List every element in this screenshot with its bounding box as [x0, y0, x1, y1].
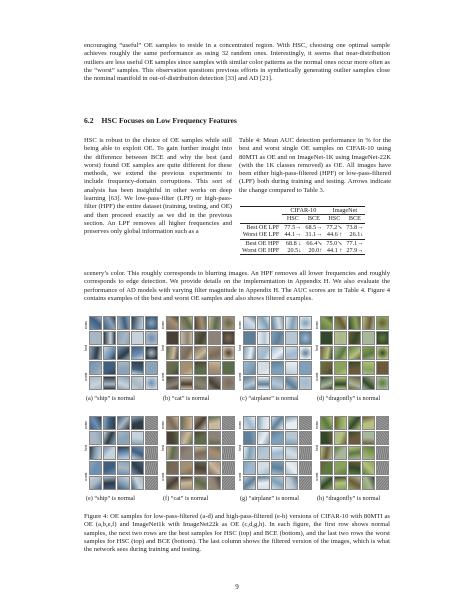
- sample-thumbnail: [89, 316, 102, 330]
- sample-thumbnail: [257, 346, 270, 360]
- table-row: [240, 247, 365, 255]
- sample-thumbnail: [299, 431, 312, 445]
- sample-thumbnail: [166, 331, 179, 345]
- sample-thumbnail: [257, 476, 270, 490]
- sample-thumbnail: [222, 416, 235, 430]
- sample-thumbnail: [89, 361, 102, 375]
- subfigure-caption: (d) “dragonfly” is normal: [317, 395, 381, 402]
- sample-thumbnail: [222, 331, 235, 345]
- table-cell: 77.1→: [346, 239, 364, 247]
- row-label: Worst OE LPF: [242, 231, 280, 239]
- sample-thumbnail: [222, 461, 235, 475]
- sample-thumbnail: [145, 331, 158, 345]
- sample-thumbnail: [334, 331, 347, 345]
- figure-row-label: best: [315, 344, 319, 351]
- sample-thumbnail: [194, 346, 207, 360]
- sample-thumbnail: [285, 416, 298, 430]
- sample-thumbnail: [334, 476, 347, 490]
- sample-thumbnail: [194, 331, 207, 345]
- sample-thumbnail: [89, 346, 102, 360]
- sample-thumbnail: [362, 476, 375, 490]
- sample-thumbnail: [208, 461, 221, 475]
- sample-thumbnail: [376, 346, 389, 360]
- sample-thumbnail: [376, 361, 389, 375]
- sample-thumbnail: [348, 331, 361, 345]
- figure-row-label: worst: [84, 372, 88, 381]
- sample-thumbnail: [320, 331, 333, 345]
- sample-thumbnail: [180, 431, 193, 445]
- section-heading: [84, 116, 237, 126]
- sample-thumbnail: [320, 446, 333, 460]
- sample-thumbnail: [320, 431, 333, 445]
- figure-row-label: worst: [238, 472, 242, 481]
- sample-thumbnail: [208, 416, 221, 430]
- sample-thumbnail: [222, 316, 235, 330]
- sample-thumbnail: [103, 416, 116, 430]
- table-row: [240, 231, 365, 239]
- figure-row-label: worst: [161, 472, 165, 481]
- sample-thumbnail: [208, 376, 221, 390]
- figure-row-label: norm: [84, 320, 88, 329]
- sample-thumbnail: [222, 346, 235, 360]
- figure-row-label: norm: [315, 320, 319, 329]
- sample-thumbnail: [131, 361, 144, 375]
- table-cell: 77.5→: [284, 223, 302, 231]
- sample-thumbnail: [166, 476, 179, 490]
- sample-thumbnail: [285, 361, 298, 375]
- sample-thumbnail: [180, 361, 193, 375]
- sample-thumbnail: [348, 431, 361, 445]
- figure-panel: [161, 416, 235, 492]
- figure-row-label: worst: [84, 472, 88, 481]
- figure-panel: [238, 316, 312, 392]
- sample-thumbnail: [131, 376, 144, 390]
- sample-thumbnail: [180, 476, 193, 490]
- figure-row-label: best: [161, 344, 165, 351]
- figure-row-label: worst: [238, 372, 242, 381]
- sample-thumbnail: [131, 316, 144, 330]
- sample-thumbnail: [320, 476, 333, 490]
- sample-thumbnail: [117, 461, 130, 475]
- sample-thumbnail: [194, 446, 207, 460]
- sample-thumbnail: [131, 431, 144, 445]
- figure-row-label: worst: [161, 372, 165, 381]
- sample-thumbnail: [271, 316, 284, 330]
- sample-thumbnail: [89, 431, 102, 445]
- sample-thumbnail: [348, 316, 361, 330]
- sample-thumbnail: [271, 376, 284, 390]
- sample-thumbnail: [222, 431, 235, 445]
- sample-thumbnail: [362, 316, 375, 330]
- sample-thumbnail: [103, 346, 116, 360]
- sample-thumbnail: [131, 446, 144, 460]
- sample-thumbnail: [180, 446, 193, 460]
- table-cell: 20.0↑: [303, 247, 324, 255]
- figure-panel: [161, 316, 235, 392]
- sample-thumbnail: [243, 476, 256, 490]
- col-header: BCE: [348, 215, 361, 223]
- sample-thumbnail: [145, 376, 158, 390]
- sample-thumbnail: [376, 446, 389, 460]
- row-label: Best OE LPF: [240, 223, 282, 231]
- table-cell: 26.1↓: [349, 231, 364, 239]
- figure-panel: [84, 416, 158, 492]
- subfigure-caption: (g) “airplane” is normal: [240, 495, 299, 502]
- sample-thumbnail: [362, 461, 375, 475]
- sample-thumbnail: [348, 446, 361, 460]
- sample-thumbnail: [180, 416, 193, 430]
- sample-thumbnail: [376, 461, 389, 475]
- sample-thumbnail: [194, 361, 207, 375]
- sample-thumbnail: [243, 446, 256, 460]
- figure-row-label: best: [84, 344, 88, 351]
- table-cell: 66.4↘: [303, 239, 324, 247]
- sample-thumbnail: [208, 316, 221, 330]
- sample-thumbnail: [271, 476, 284, 490]
- sample-thumbnail: [299, 376, 312, 390]
- sample-thumbnail: [362, 361, 375, 375]
- sample-thumbnail: [208, 361, 221, 375]
- sample-thumbnail: [299, 361, 312, 375]
- sample-thumbnail: [89, 446, 102, 460]
- sample-thumbnail: [180, 316, 193, 330]
- sample-thumbnail: [257, 431, 270, 445]
- sample-thumbnail: [362, 331, 375, 345]
- sample-thumbnail: [145, 316, 158, 330]
- figure-panel: [238, 416, 312, 492]
- sample-thumbnail: [376, 376, 389, 390]
- subfigure-caption: (e) “ship” is normal: [86, 495, 135, 502]
- figure-row-label: best: [238, 344, 242, 351]
- sample-thumbnail: [166, 376, 179, 390]
- sample-thumbnail: [334, 361, 347, 375]
- sample-thumbnail: [131, 461, 144, 475]
- sample-thumbnail: [131, 416, 144, 430]
- sample-thumbnail: [194, 476, 207, 490]
- sample-thumbnail: [194, 316, 207, 330]
- sample-thumbnail: [334, 316, 347, 330]
- sample-thumbnail: [103, 331, 116, 345]
- group-header-imagenet: ImageNet: [324, 207, 365, 215]
- sample-thumbnail: [271, 431, 284, 445]
- sample-thumbnail: [194, 461, 207, 475]
- sample-thumbnail: [362, 376, 375, 390]
- sample-thumbnail: [299, 316, 312, 330]
- figure-row-label: worst: [315, 372, 319, 381]
- subfigure-caption: (h) “dragonfly” is normal: [317, 495, 381, 502]
- sample-thumbnail: [299, 416, 312, 430]
- sample-thumbnail: [348, 416, 361, 430]
- sample-thumbnail: [145, 461, 158, 475]
- row-label: Best OE HPF: [240, 239, 282, 247]
- sample-thumbnail: [285, 346, 298, 360]
- sample-thumbnail: [243, 431, 256, 445]
- sample-thumbnail: [243, 461, 256, 475]
- sample-thumbnail: [166, 346, 179, 360]
- sample-thumbnail: [362, 446, 375, 460]
- sample-thumbnail: [285, 446, 298, 460]
- sample-thumbnail: [117, 476, 130, 490]
- sample-thumbnail: [89, 476, 102, 490]
- table-corner-2: [240, 215, 282, 223]
- sample-thumbnail: [243, 376, 256, 390]
- sample-thumbnail: [271, 446, 284, 460]
- section-number: 6.2: [84, 116, 94, 125]
- subfigure-caption: (c) “airplane” is normal: [240, 395, 299, 402]
- subfigure-caption: (b) “cat” is normal: [163, 395, 210, 402]
- sample-thumbnail: [222, 446, 235, 460]
- figure-caption: Figure 4: OE samples for low-pass-filtered (a-d) and high-pass-filtered (e-h) versions of CIFAR-10 with 80MTI as OE (a,b,e,f) and ImageNet1k with ImageNet22k as OE (c,d,g,h). In each figure, the first row shows normal samples, the next two rows are the best samples for HSC (top) and BCE (bottom), and the last two rows the worst samples for HSC (top) and BCE (bottom). The last column shows the filtered version of the images, which is what the network sees during training and testing.: [84, 513, 390, 554]
- sample-thumbnail: [243, 346, 256, 360]
- figure-row-label: norm: [238, 420, 242, 429]
- sample-thumbnail: [320, 346, 333, 360]
- sample-thumbnail: [320, 361, 333, 375]
- col-header: HSC: [286, 215, 299, 223]
- sample-thumbnail: [320, 416, 333, 430]
- sample-thumbnail: [376, 476, 389, 490]
- sample-thumbnail: [89, 461, 102, 475]
- sample-thumbnail: [299, 331, 312, 345]
- sample-thumbnail: [166, 461, 179, 475]
- figure-row-label: norm: [161, 320, 165, 329]
- subfigure-caption: (a) “ship” is normal: [86, 395, 135, 402]
- sample-thumbnail: [243, 416, 256, 430]
- sample-thumbnail: [180, 376, 193, 390]
- table-corner: [240, 207, 282, 215]
- table-cell: 75.0↘: [326, 239, 343, 247]
- sample-thumbnail: [180, 346, 193, 360]
- sample-thumbnail: [117, 416, 130, 430]
- sample-thumbnail: [117, 361, 130, 375]
- sample-thumbnail: [285, 316, 298, 330]
- sample-thumbnail: [271, 416, 284, 430]
- sample-thumbnail: [285, 431, 298, 445]
- sample-thumbnail: [271, 361, 284, 375]
- sample-thumbnail: [166, 416, 179, 430]
- figure-row-label: best: [161, 444, 165, 451]
- sample-thumbnail: [103, 316, 116, 330]
- table-cell: 20.5↓: [282, 247, 303, 255]
- table-cell: 44.6 ↑: [326, 231, 343, 239]
- sample-thumbnail: [103, 461, 116, 475]
- table-cell: 68.8 ↓: [282, 239, 303, 247]
- section-title: HSC Focuses on Low Frequency Features: [101, 116, 237, 125]
- sample-thumbnail: [89, 376, 102, 390]
- sample-thumbnail: [257, 461, 270, 475]
- sample-thumbnail: [348, 461, 361, 475]
- sample-thumbnail: [257, 416, 270, 430]
- table-cell: 68.5→: [305, 223, 323, 231]
- sample-thumbnail: [166, 316, 179, 330]
- sample-thumbnail: [117, 316, 130, 330]
- sample-thumbnail: [103, 431, 116, 445]
- left-column-paragraph: HSC is robust to the choice of OE samples while still being able to exploit OE. To gain further insight into the difference between BCE and why the best (and worst) found OE samples are quite different for these methods, we extend the previous experiments to include frequency-domain corruptions. This sort of analysis has been insightful in other works on deep learning [63]. We low-pass-filter (LPF) or high-pass-filter (HPF) the entire dataset (training, testing, and OE) and then proceed exactly as we did in the previous section. An LPF removes all higher frequencies and preserves only global information such as a: [84, 137, 232, 236]
- col-header: BCE: [307, 215, 320, 223]
- sample-thumbnail: [334, 461, 347, 475]
- sample-thumbnail: [180, 331, 193, 345]
- sample-thumbnail: [334, 376, 347, 390]
- table-row: [240, 239, 365, 247]
- sample-thumbnail: [348, 376, 361, 390]
- table-cell: 73.8→: [346, 223, 364, 231]
- figure-panel: [84, 316, 158, 392]
- table-cell: 31.1→: [305, 231, 323, 239]
- sample-thumbnail: [334, 346, 347, 360]
- sample-thumbnail: [222, 361, 235, 375]
- sample-thumbnail: [222, 376, 235, 390]
- sample-thumbnail: [222, 476, 235, 490]
- sample-thumbnail: [285, 331, 298, 345]
- sample-thumbnail: [320, 316, 333, 330]
- sample-thumbnail: [320, 461, 333, 475]
- sample-thumbnail: [334, 446, 347, 460]
- sample-thumbnail: [243, 316, 256, 330]
- sample-thumbnail: [257, 361, 270, 375]
- figure-row-label: norm: [84, 420, 88, 429]
- sample-thumbnail: [117, 376, 130, 390]
- sample-thumbnail: [362, 416, 375, 430]
- sample-thumbnail: [145, 361, 158, 375]
- sample-thumbnail: [117, 431, 130, 445]
- page-number: 9: [235, 583, 239, 591]
- sample-thumbnail: [117, 346, 130, 360]
- sample-thumbnail: [208, 476, 221, 490]
- auc-table: [240, 206, 365, 255]
- sample-thumbnail: [299, 446, 312, 460]
- figure-row-label: norm: [315, 420, 319, 429]
- sample-thumbnail: [166, 361, 179, 375]
- sample-thumbnail: [334, 416, 347, 430]
- figure-row-label: best: [84, 444, 88, 451]
- figure-panel: [315, 316, 389, 392]
- sample-thumbnail: [299, 476, 312, 490]
- sample-thumbnail: [194, 416, 207, 430]
- sample-thumbnail: [257, 376, 270, 390]
- figure-row-label: best: [315, 444, 319, 451]
- sample-thumbnail: [257, 446, 270, 460]
- sample-thumbnail: [117, 446, 130, 460]
- sample-thumbnail: [145, 346, 158, 360]
- table-cell: 44.1 ↑: [324, 247, 344, 255]
- table-cell: 44.1→: [284, 231, 302, 239]
- sample-thumbnail: [208, 331, 221, 345]
- sample-thumbnail: [103, 376, 116, 390]
- sample-thumbnail: [271, 331, 284, 345]
- sample-thumbnail: [89, 331, 102, 345]
- sample-thumbnail: [145, 446, 158, 460]
- sample-thumbnail: [334, 431, 347, 445]
- intro-paragraph: encouraging “useful” OE samples to reside in a concentrated region. With HSC, choosing one optimal sample achieves roughly the same performance as using 32 random ones. Interestingly, it seems that near-distribution outliers are less useful OE samples since samples with similar color patterns as the normal ones occur more often as the “worst” samples. This observation questions previous efforts in synthetically generating outlier samples close the nominal manifold in out-of-distribution detection [33] and AD [21].: [84, 42, 390, 83]
- table-row: [240, 223, 365, 231]
- subfigure-caption: (f) “cat” is normal: [163, 495, 209, 502]
- sample-thumbnail: [376, 331, 389, 345]
- sample-thumbnail: [376, 316, 389, 330]
- sample-thumbnail: [362, 346, 375, 360]
- row-label: Worst OE HPF: [240, 247, 282, 255]
- table-cell: 77.2↘: [326, 223, 343, 231]
- table-cell: 27.9→: [346, 247, 364, 255]
- sample-thumbnail: [299, 346, 312, 360]
- sample-thumbnail: [271, 346, 284, 360]
- figure-row-label: norm: [161, 420, 165, 429]
- figure-row-label: best: [238, 444, 242, 451]
- sample-thumbnail: [376, 416, 389, 430]
- group-header-cifar: CIFAR-10: [282, 207, 324, 215]
- sample-thumbnail: [166, 431, 179, 445]
- sample-thumbnail: [320, 376, 333, 390]
- sample-thumbnail: [243, 331, 256, 345]
- sample-thumbnail: [166, 446, 179, 460]
- sample-thumbnail: [103, 361, 116, 375]
- sample-thumbnail: [145, 416, 158, 430]
- sample-thumbnail: [243, 361, 256, 375]
- table-caption: Table 4: Mean AUC detection performance in % for the best and worst single OE samples on CIFAR-10 using 80MTI as OE and on ImageNet-1K using ImageNet-22K (with the 1K classes removed) as OE. All images have been either high-pass-filtered (HPF) or low-pass-filtered (LPF) both during training and testing. Arrows indicate the change compared to Table 3.: [239, 137, 391, 194]
- sample-thumbnail: [103, 446, 116, 460]
- sample-thumbnail: [89, 416, 102, 430]
- sample-thumbnail: [348, 476, 361, 490]
- sample-thumbnail: [131, 476, 144, 490]
- figure-panel: [315, 416, 389, 492]
- sample-thumbnail: [257, 316, 270, 330]
- sample-thumbnail: [271, 461, 284, 475]
- figure-row-label: norm: [238, 320, 242, 329]
- sample-thumbnail: [117, 331, 130, 345]
- sample-thumbnail: [362, 431, 375, 445]
- sample-thumbnail: [131, 331, 144, 345]
- sample-thumbnail: [285, 476, 298, 490]
- sample-thumbnail: [194, 431, 207, 445]
- continuation-paragraph: scenery’s color. This roughly corresponds to blurring images. An HPF removes all lower frequencies and roughly corresponds to edge detection. We provide details on the implementation in Appendix H. We also evaluate the performance of AD models with varying filter magnitude in Appendix H. The AUC scores are in Table 4. Figure 4 contains examples of the best and worst OE samples and also shows filtered examples.: [84, 270, 390, 302]
- figure-row-label: worst: [315, 472, 319, 481]
- sample-thumbnail: [208, 346, 221, 360]
- col-header: HSC: [328, 215, 341, 223]
- sample-thumbnail: [194, 376, 207, 390]
- sample-thumbnail: [299, 461, 312, 475]
- sample-thumbnail: [103, 476, 116, 490]
- sample-thumbnail: [180, 461, 193, 475]
- sample-thumbnail: [285, 461, 298, 475]
- sample-thumbnail: [208, 431, 221, 445]
- sample-thumbnail: [208, 446, 221, 460]
- sample-thumbnail: [376, 431, 389, 445]
- sample-thumbnail: [145, 431, 158, 445]
- sample-thumbnail: [145, 476, 158, 490]
- sample-thumbnail: [257, 331, 270, 345]
- sample-thumbnail: [285, 376, 298, 390]
- sample-thumbnail: [348, 361, 361, 375]
- sample-thumbnail: [131, 346, 144, 360]
- sample-thumbnail: [348, 346, 361, 360]
